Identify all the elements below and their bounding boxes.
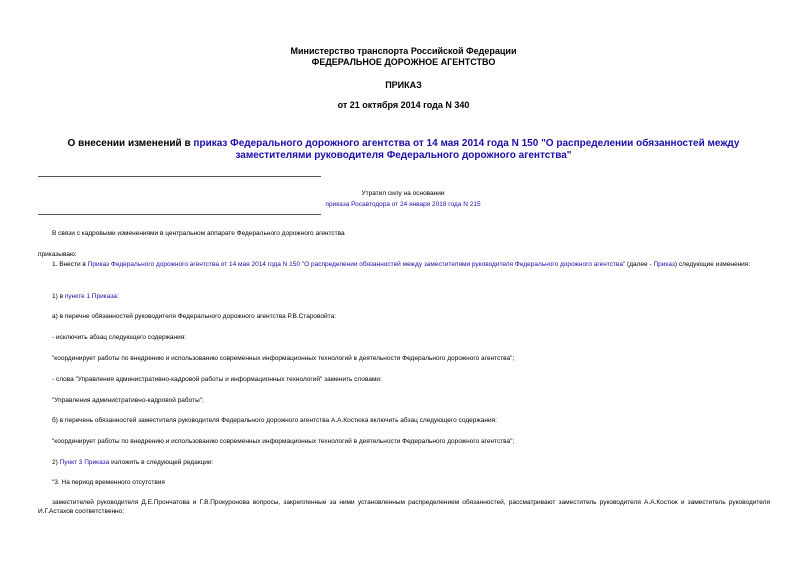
title-link-order-150[interactable]: приказ Федерального дорожного агентства от 14 мая 2014 года N 150 "О распределении обязанностей между заместителями руководителя Федерального дорожного агентства" bbox=[193, 138, 740, 161]
divider-top bbox=[38, 176, 321, 177]
paragraph-point-3: "3. На период временного отсутствия bbox=[52, 479, 165, 486]
paragraph-substitutes: заместителей руководителя Д.Е.Прончатова и Г.В.Прокуронова вопросы, закрепленные за ними установленным распределением обязанностей, рассматривают заместитель руководителя А.А.Костюк и заместитель руководителя И.Г.Астахов соответственно; bbox=[38, 499, 770, 515]
status-note-link[interactable]: приказа Росавтодора от 24 января 2018 года N 215 bbox=[325, 201, 481, 208]
p3-text-b: (далее - bbox=[625, 261, 654, 268]
agency-name: ФЕДЕРАЛЬНОЕ ДОРОЖНОЕ АГЕНТСТВО bbox=[311, 57, 496, 67]
paragraph-sub-b: б) в перечень обязанностей заместителя руководителя Федерального дорожного агентства А.А.Костюка включить абзац следующего содержания: bbox=[52, 417, 497, 424]
p3-text-c: ) следующие изменения: bbox=[674, 261, 751, 268]
link-point-3[interactable]: Пункт 3 Приказа bbox=[59, 459, 110, 466]
paragraph-sub-1 bbox=[38, 292, 770, 301]
divider-bottom bbox=[38, 214, 321, 215]
p4-text-b: : bbox=[116, 293, 119, 300]
paragraph-exclude: - исключить абзац следующего содержания: bbox=[52, 334, 187, 341]
ministry-name: Министерство транспорта Российской Федерации bbox=[290, 46, 517, 56]
paragraph-quote-3: "координирует работы по внедрению и использованию современных информационных технологий в деятельности Федерального дорожного агентства"; bbox=[52, 438, 515, 445]
paragraph-sub-2 bbox=[38, 458, 770, 467]
p12-text-a: 2) bbox=[52, 459, 60, 466]
status-note-line: Утратил силу на основании bbox=[361, 190, 445, 197]
paragraph-order-word: приказываю: bbox=[38, 251, 77, 258]
doc-date: от 21 октября 2014 года N 340 bbox=[337, 100, 470, 110]
paragraph-quote-2: "Управления административно-кадровой работы"; bbox=[52, 397, 204, 404]
doc-type: ПРИКАЗ bbox=[385, 80, 422, 90]
paragraph-intro: В связи с кадровыми изменениями в центральном аппарате Федерального дорожного агентства bbox=[52, 230, 345, 237]
p4-text-a: 1) в bbox=[52, 293, 65, 300]
paragraph-quote-1: "координирует работы по внедрению и использованию современных информационных технологий в деятельности Федерального дорожного агентства"; bbox=[52, 355, 515, 362]
link-order-short[interactable]: Приказ bbox=[653, 261, 675, 268]
doc-title bbox=[30, 138, 777, 162]
title-prefix: О внесении изменений в bbox=[67, 138, 194, 149]
paragraph-replace: - слова "Управления административно-кадровой работы и информационных технологий" заменить словами: bbox=[52, 376, 382, 383]
link-point-1[interactable]: пункте 1 Приказа bbox=[64, 293, 117, 300]
paragraph-sub-a: а) в перечне обязанностей руководителя Федерального дорожного агентства Р.В.Старовойта: bbox=[52, 313, 337, 320]
link-order-150[interactable]: Приказ Федерального дорожного агентства от 14 мая 2014 года N 150 "О распределении обязанностей между заместителями руководителя Федерального дорожного агентства" bbox=[87, 261, 626, 268]
p12-text-b: изложить в следующей редакции: bbox=[109, 459, 214, 466]
p3-text-a: 1. Внести в bbox=[52, 261, 88, 268]
paragraph-item-1 bbox=[38, 260, 770, 269]
